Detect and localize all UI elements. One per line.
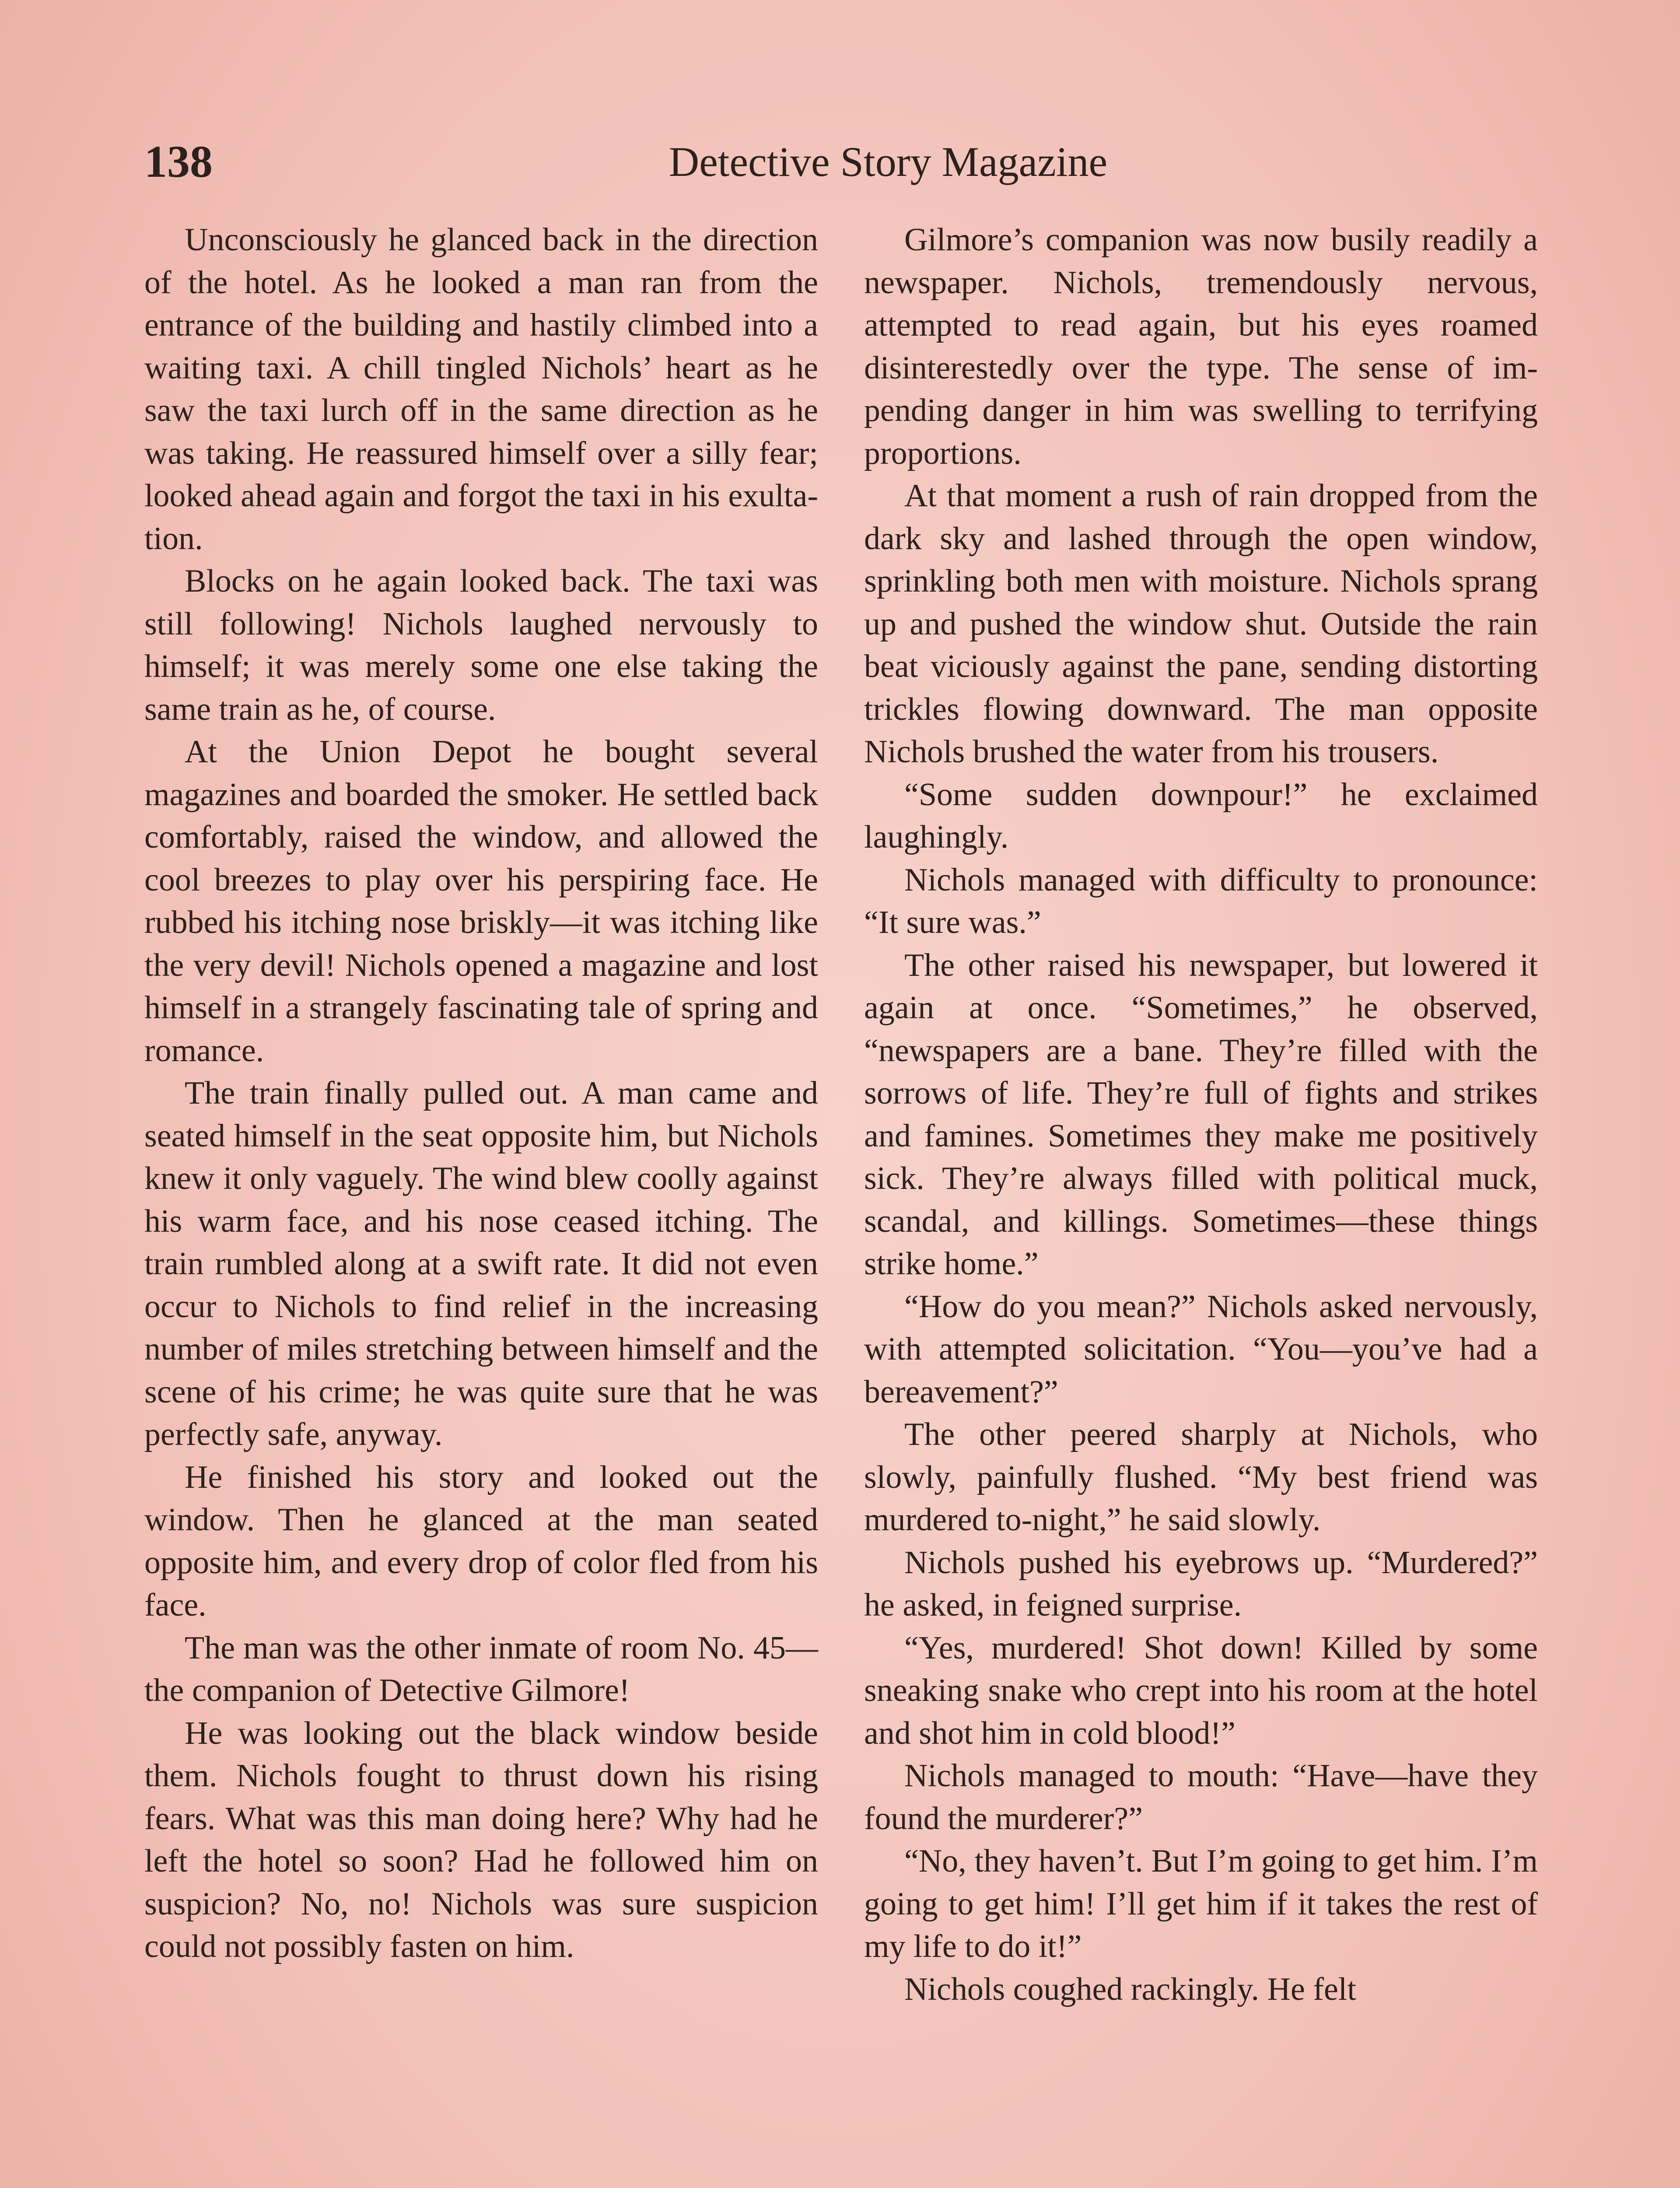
paragraph: “Some sudden downpour!” he exclaimed laughingly. — [864, 776, 1538, 855]
paragraph: “No, they haven’t. But I’m going to get him. I’m going to get him! I’ll get him if it takes the rest of my life to do it!” — [864, 1843, 1538, 1964]
page-number: 138 — [144, 137, 213, 187]
paragraph: He finished his story and looked out the window. Then he glanced at the man seated opposite him, and every drop of color fled from his face. — [144, 1459, 818, 1623]
paragraph: The other raised his newspaper, but lowered it again at once. “Sometimes,” he observed, “newspapers are a bane. They’re filled with the sorrows of life. They’re full of fights and strikes and famines. Sometimes they make me positively sick. They’re always filled with political muck, scandal, and killings. Sometimes—these things strike home.” — [864, 947, 1538, 1282]
running-title: Detective Story Magazine — [668, 138, 1108, 185]
paragraph: Nichols pushed his eyebrows up. “Murdered?” he asked, in feigned surprise. — [864, 1544, 1538, 1623]
paragraph: He was looking out the black window beside them. Nichols fought to thrust down his rising fears. What was this man doing here? Why had he left the hotel so soon? Had he followed him on suspicion? No, no! Nichols was sure suspicion could not possibly fasten on him. — [144, 1715, 818, 1964]
paragraph: At the Union Depot he bought several magazines and boarded the smoker. He settled back comfortably, raised the window, and allowed the cool breezes to play over his perspiring face. He rubbed his itching nose briskly—it was itching like the very devil! Nichols opened a magazine and lost himself in a strangely fascinating tale of spring and romance. — [144, 734, 818, 1069]
paragraph: Nichols managed with difficulty to pronounce: “It sure was.” — [864, 862, 1538, 940]
paragraph: Nichols coughed rackingly. He felt — [904, 1971, 1356, 2007]
paragraph: The train finally pulled out. A man came and seated himself in the seat opposite him, but Nichols knew it only vaguely. The wind blew coolly against his warm face, and his nose ceased itching. The train rumbled along at a swift rate. It did not even occur to Nichols to find relief in the increasing number of miles stretching between himself and the scene of his crime; he was quite sure that he was perfectly safe, anyway. — [144, 1075, 818, 1452]
paragraph: Gilmore’s companion was now busily readily a newspaper. Nichols, tremendously nervous, attempted to read again, but his eyes roamed disinterestedly over the type. The sense of impending danger in him was swelling to terrifying proportions. — [864, 222, 1538, 471]
paragraph: “How do you mean?” Nichols asked nervously, with attempted solicitation. “You—you’ve had a bereavement?” — [864, 1288, 1538, 1410]
right-column — [864, 219, 1538, 2011]
paragraph: The man was the other inmate of room No. 45—the companion of Detective Gilmore! — [144, 1630, 818, 1708]
left-column — [144, 219, 818, 1968]
paragraph: At that moment a rush of rain dropped from the dark sky and lashed through the open window, sprinkling both men with moisture. Nichols sprang up and pushed the window shut. Outside the rain beat viciously against the pane, sending distorting trickles flowing downward. The man opposite Nichols brushed the water from his trousers. — [864, 478, 1538, 770]
page-header — [144, 131, 1544, 193]
paragraph: Nichols managed to mouth: “Have—have they found the murderer?” — [864, 1758, 1538, 1837]
paragraph: “Yes, murdered! Shot down! Killed by some sneaking snake who crept into his room at the hotel and shot him in cold blood!” — [864, 1630, 1538, 1751]
paragraph: Unconsciously he glanced back in the direction of the hotel. As he looked a man ran from the entrance of the building and hastily climbed into a waiting taxi. A chill tingled Nichols’ heart as he saw the taxi lurch off in the same direction as he was taking. He reassured himself over a silly fear; looked ahead again and forgot the taxi in his exultation. — [144, 222, 818, 557]
paragraph: Blocks on he again looked back. The taxi was still following! Nichols laughed nervously to himself; it was merely some one else taking the same train as he, of course. — [144, 563, 818, 727]
paragraph: The other peered sharply at Nichols, who slowly, painfully flushed. “My best friend was murdered to-night,” he said slowly. — [864, 1417, 1538, 1538]
